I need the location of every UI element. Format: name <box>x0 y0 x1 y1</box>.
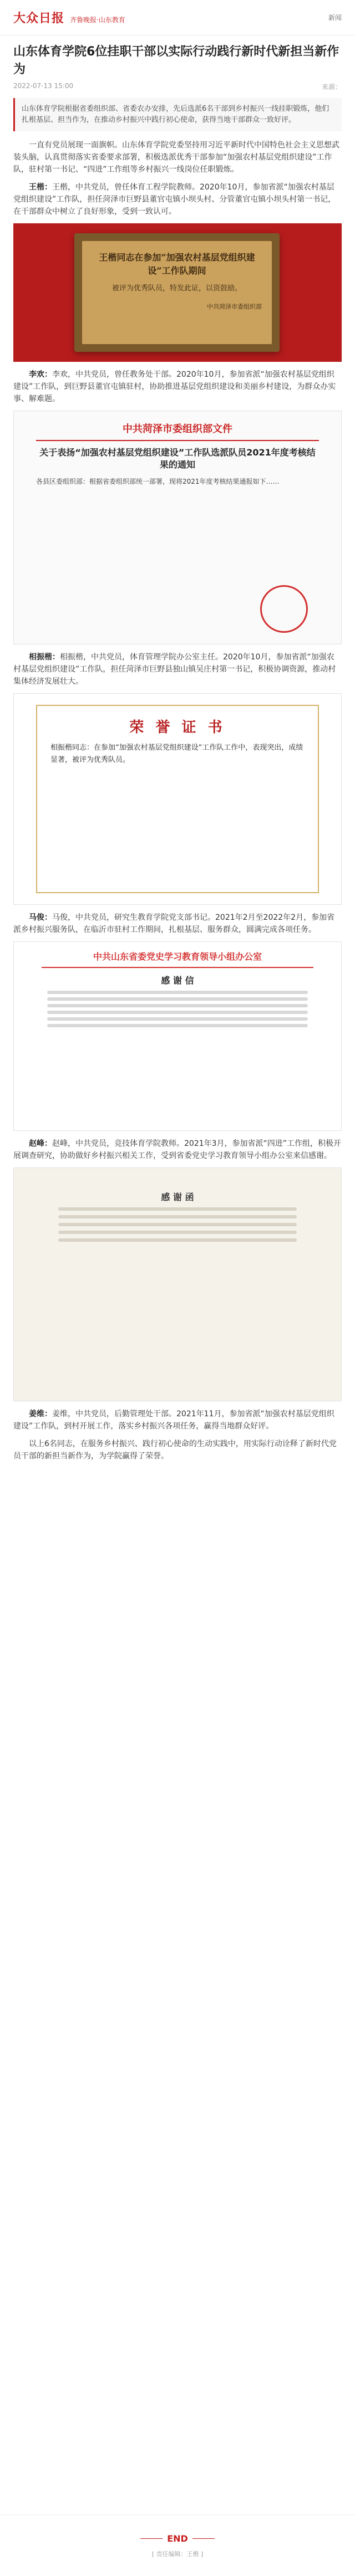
plaque-signature: 中共菏泽市委组织部 <box>207 303 262 310</box>
person-name: 王楷： <box>29 183 52 192</box>
paragraph-intro: 一直有党员展现一面旗帜。山东体育学院党委坚持用习近平新时代中国特色社会主义思想武装头脑，认真贯彻落实省委要求部署，积极选派优秀干部参加“加强农村基层党组织建设”工作队，驻村第一书记、“四进”工作组等乡村振兴一线岗位任职锻炼。 <box>13 141 339 174</box>
brand[interactable] <box>13 9 125 26</box>
paragraph-conclusion: 以上6名同志，在服务乡村振兴、践行初心使命的生动实践中，用实际行动诠释了新时代党员干部的新担当新作为，为学院赢得了荣誉。 <box>13 1440 337 1461</box>
person-name: 马俊： <box>29 913 52 922</box>
article-footer <box>0 2514 355 2576</box>
end-label: END <box>167 2533 188 2544</box>
letter-header: 中共山东省委党史学习教育领导小组办公室 <box>93 951 262 962</box>
paragraph-text: 马俊，中共党员，研究生教育学院党支部书记。2021年2月至2022年2月，参加省派乡村振兴服务队，在临沂市驻村工作期间，扎根基层、服务群众，圆满完成各项任务。 <box>13 913 335 934</box>
article-source: 来源： <box>321 83 342 91</box>
honor-certificate-photo <box>13 693 342 905</box>
person-name: 李欢： <box>29 370 52 379</box>
paragraph-jiangwei <box>13 1408 342 1432</box>
editor-credit: [ 责任编辑：王楷 ] <box>151 2550 204 2558</box>
paragraph-text: 李欢，中共党员，曾任教务处干部。2020年10月，参加省派“加强农村基层党组织建设”工作队，到巨野县董官屯镇驻村，协助推进基层党组织建设和美丽乡村建设，为群众办实事、解难题。 <box>13 370 336 403</box>
document-header: 中共菏泽市委组织部文件 <box>123 423 232 435</box>
thank-letter-photo <box>13 941 342 1131</box>
honor-plaque <box>74 233 280 352</box>
brand-logo[interactable]: 大众日报 <box>13 11 65 25</box>
thanks-title: 感 谢 函 <box>161 1192 194 1202</box>
thanks-letter-photo <box>13 1167 342 1401</box>
paragraph-wangkai <box>13 181 342 218</box>
letter-title: 感 谢 信 <box>161 975 194 986</box>
paragraph-text: 相振楷，中共党员，体育管理学院办公室主任。2020年10月，参加省派“加强农村基层党组织建设”工作队，担任菏泽市巨野县独山镇吴庄村第一书记，积极协调资源，推动村集体经济发展壮大。 <box>13 653 336 686</box>
paragraph-lihuan <box>13 368 342 405</box>
top-bar <box>0 0 355 35</box>
certificate-heading: 荣 誉 证 书 <box>129 719 226 736</box>
document-body: 各县区委组织部：根据省委组织部统一部署，现将2021年度考核结果通报如下…… <box>36 478 280 485</box>
paragraph-zhaofeng <box>13 1138 342 1162</box>
top-right-link[interactable]: 新闻 <box>328 14 342 22</box>
notice-document-photo <box>13 411 342 644</box>
article-lead: 山东体育学院根据省委组织部、省委农办安排，先后选派6名干部到乡村振兴一线挂职锻炼，他们扎根基层、担当作为，在推动乡村振兴中践行初心使命，获得当地干部群众一致好评。 <box>13 98 342 131</box>
paragraph-majun <box>13 911 342 936</box>
document-title: 关于表扬“加强农村基层党组织建设”工作队选派队员2021年度考核结果的通知 <box>39 447 316 470</box>
article-date: 2022-07-13 15:00 <box>13 82 74 90</box>
end-mark <box>140 2533 215 2544</box>
paragraph-xiangzhenkai <box>13 651 342 688</box>
paragraph-text: 姜维，中共党员，后勤管理处干部。2021年11月，参加省派“加强农村基层党组织建设”工作队，到村开展工作，落实乡村振兴各项任务，赢得当地群众好评。 <box>13 1410 334 1431</box>
paragraph-text: 王楷，中共党员，曾任体育工程学院教师。2020年10月，参加省派“加强农村基层党组织建设”工作队，担任菏泽市巨野县董官屯镇小坝头村、分管董官屯镇小坝头村第一书记，在干部群众中树立了良好形象，受到一致认可。 <box>13 183 336 216</box>
brand-subtitle: 齐鲁晚报·山东教育 <box>70 16 125 24</box>
plaque-photo <box>13 223 342 362</box>
article-title: 山东体育学院6位挂职干部以实际行动践行新时代新担当新作为 <box>13 45 339 76</box>
person-name: 相振楷： <box>29 653 60 662</box>
red-seal-icon <box>260 585 308 633</box>
plaque-body: 被评为优秀队员，特发此证，以资鼓励。 <box>111 284 242 293</box>
plaque-title: 王楷同志在参加“加强农村基层党组织建设”工作队期间 <box>99 252 255 276</box>
person-name: 姜维： <box>29 1410 52 1418</box>
paragraph-text: 赵峰，中共党员，竞技体育学院教师。2021年3月，参加省派“四进”工作组，积极开展调查研究，协助做好乡村振兴相关工作，受到省委党史学习教育领导小组办公室来信感谢。 <box>13 1139 342 1160</box>
person-name: 赵峰： <box>29 1139 52 1148</box>
article-meta <box>0 82 355 98</box>
certificate-text: 相振楷同志：在参加“加强农村基层党组织建设”工作队工作中，表现突出，成绩显著，被评为优秀队员。 <box>50 744 303 764</box>
